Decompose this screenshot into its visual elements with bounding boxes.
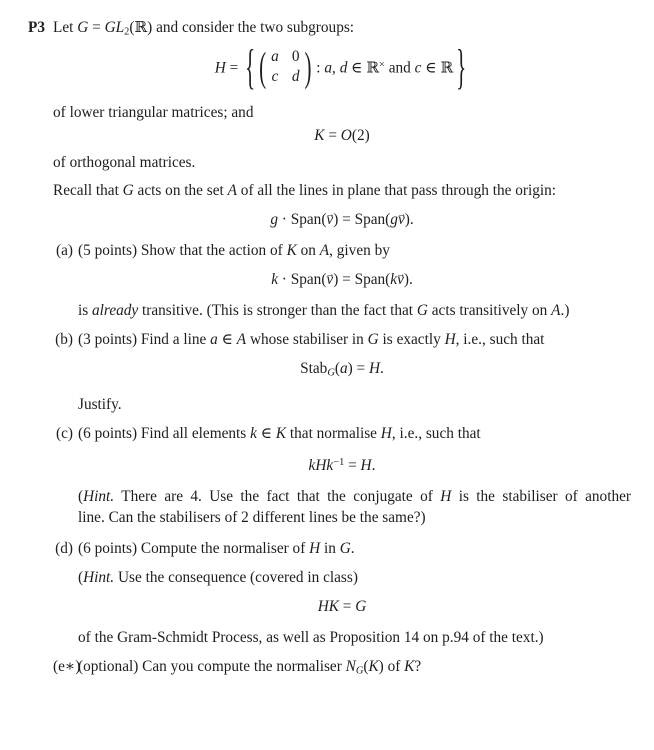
item-text — [78, 425, 481, 442]
matrix-entry: c — [271, 68, 279, 86]
italic-run: N — [345, 657, 356, 675]
italic-run: g — [390, 211, 398, 229]
text-run: ). — [403, 271, 413, 289]
text-run: ( — [78, 487, 84, 505]
italic-run: K — [404, 657, 415, 675]
italic-run: G — [416, 302, 428, 320]
text-run: ( — [363, 657, 369, 675]
text-run: Let — [53, 19, 78, 36]
paragraph-line — [78, 486, 631, 507]
list-item-b — [53, 329, 631, 350]
text-run: . — [350, 539, 355, 557]
text-run: ∈ — [256, 424, 276, 442]
equation-k-span — [53, 269, 631, 290]
big-brace: } — [456, 39, 467, 95]
text-run: · Span( — [277, 211, 327, 229]
italic-run: H — [309, 539, 321, 557]
italic-run: H — [444, 331, 456, 349]
gram-schmidt-note — [53, 627, 631, 648]
text-run: is the stabiliser of another — [451, 487, 631, 505]
italic-run: GL — [104, 19, 125, 36]
equation-conjugation — [53, 452, 631, 476]
big-brace: { — [245, 39, 256, 95]
italic-run: G — [122, 182, 134, 200]
text-run: ∈ — [421, 59, 441, 77]
superscript-run: −1 — [333, 456, 345, 468]
text-run: (6 points) Find all elements — [78, 424, 251, 442]
text-run: ) of — [378, 657, 405, 675]
text-run: Use the consequence (covered in class) — [114, 568, 358, 586]
italic-run: H — [360, 456, 372, 474]
recall-paragraph — [53, 180, 631, 201]
text-run: ( — [129, 19, 135, 36]
subscript-run: 2 — [124, 26, 130, 38]
matrix-entry: a — [271, 48, 279, 66]
text-run: (optional) Can you compute the normaliser — [78, 657, 346, 675]
italic-run: A — [227, 182, 237, 200]
superscript-run: × — [379, 59, 385, 71]
matrix-2x2 — [267, 48, 303, 86]
text-run: in — [320, 539, 340, 557]
italic-run: A — [319, 242, 330, 260]
italic-run: H — [317, 597, 329, 615]
italic-run: A — [551, 302, 561, 320]
text-run: is exactly — [378, 331, 445, 349]
problem-label: P3 — [28, 19, 45, 36]
italic-run: already — [92, 302, 139, 320]
text-run: ) = Span( — [333, 211, 391, 229]
text-run: = — [88, 19, 105, 36]
italic-run: G — [355, 597, 367, 615]
text-run: of lower triangular matrices; and — [53, 104, 254, 122]
paragraph-line — [78, 507, 631, 528]
matrix-entry: 0 — [291, 48, 300, 66]
item-text — [78, 540, 355, 557]
item-text — [78, 658, 421, 675]
text-run: transitive. (This is stronger than the fact that — [138, 302, 417, 320]
matrix-entry: d — [291, 68, 300, 86]
text-run: that normalise — [286, 424, 381, 442]
orthogonal-note — [53, 152, 631, 173]
blackboard-run: ℝ — [440, 58, 454, 77]
text-run: ) = Span( — [333, 271, 391, 289]
equation-g-span — [53, 209, 631, 230]
text-run: · Span( — [277, 271, 327, 289]
item-label: (b) — [55, 331, 73, 349]
text-run: on — [296, 242, 320, 260]
item-label: (a) — [56, 242, 73, 260]
text-run: line. Can the stabilisers of 2 different lines be the same?) — [78, 508, 426, 526]
subscript-run: G — [355, 665, 364, 677]
hint-c — [53, 486, 631, 528]
italic-run: k — [326, 456, 334, 474]
list-item-e — [53, 656, 631, 681]
italic-run: K — [275, 424, 287, 442]
text-run: , i.e., such that — [455, 331, 545, 349]
italic-run: Hint. — [83, 487, 115, 505]
vector-run: v → — [326, 269, 333, 290]
text-run: : — [312, 59, 325, 77]
text-run: ( — [78, 568, 84, 586]
italic-run: K — [368, 657, 379, 675]
italic-run: H — [315, 456, 327, 474]
italic-run: G — [77, 19, 89, 36]
blackboard-run: ℝ — [366, 58, 380, 77]
list-item-a — [53, 240, 631, 261]
italic-run: k — [271, 271, 278, 289]
text-run: Stab — [300, 360, 328, 378]
text-run: There are 4. Use the fact that the conjugate of — [114, 487, 441, 505]
italic-run: c — [414, 59, 422, 77]
italic-run: k — [250, 424, 257, 442]
text-run: whose stabiliser in — [246, 331, 368, 349]
text-run: Justify. — [78, 395, 122, 413]
item-a-continuation — [53, 300, 631, 321]
italic-run: a — [210, 331, 218, 349]
text-run: (6 points) Compute the normaliser of — [78, 539, 310, 557]
italic-run: H — [368, 360, 381, 378]
vector-run: v → — [398, 209, 405, 230]
text-run: of all the lines in plane that pass through the origin: — [236, 182, 557, 200]
italic-run: k — [390, 271, 398, 289]
item-label: (d) — [55, 539, 73, 557]
italic-run: g — [270, 211, 278, 229]
italic-run: k — [308, 456, 316, 474]
vector-run: v → — [326, 209, 333, 230]
text-run: .) — [560, 302, 570, 320]
text-run: . — [380, 360, 384, 378]
text-run: ? — [414, 657, 422, 675]
italic-run: K — [314, 127, 325, 145]
list-item-c — [53, 423, 631, 444]
italic-run: G — [339, 539, 351, 557]
item-label: (e∗) — [53, 657, 81, 675]
text-run: = — [338, 597, 356, 615]
italic-run: Hint. — [83, 568, 115, 586]
item-text — [78, 331, 544, 348]
text-run: is — [78, 302, 93, 320]
text-run: of orthogonal matrices. — [53, 154, 196, 172]
italic-run: K — [286, 242, 297, 260]
text-run: (3 points) Find a line — [78, 331, 211, 349]
equation-H-definition — [53, 39, 631, 95]
italic-run: G — [367, 331, 379, 349]
text-run: = — [324, 127, 341, 145]
equation-HK — [53, 596, 631, 617]
italic-run: A — [236, 331, 247, 349]
item-text — [78, 242, 390, 259]
italic-run: a — [324, 59, 333, 77]
text-run: acts transitively on — [427, 302, 552, 320]
text-run: = — [225, 59, 243, 77]
text-run: (2) — [351, 127, 370, 145]
text-run: . — [371, 456, 376, 474]
italic-run: O — [340, 127, 352, 145]
italic-run: a — [339, 360, 348, 378]
text-run: ( — [334, 360, 340, 378]
text-run: acts on the set — [133, 182, 228, 200]
item-label: (c) — [56, 424, 73, 442]
italic-run: K — [328, 597, 339, 615]
subscript-run: G — [327, 367, 335, 379]
big-paren: ( — [259, 43, 267, 91]
equation-stabiliser — [53, 358, 631, 383]
vector-run: v → — [397, 269, 404, 290]
text-run: of the Gram-Schmidt Process, as well as Proposition 14 on p.94 of the text.) — [78, 628, 544, 646]
text-run: ). — [404, 211, 414, 229]
hint-d — [53, 567, 631, 588]
italic-run: H — [214, 59, 226, 77]
text-run: ) = — [347, 360, 369, 378]
list-item-d — [53, 538, 631, 559]
text-run: ∈ — [217, 331, 237, 349]
italic-run: H — [440, 487, 452, 505]
text-run: , — [332, 59, 340, 77]
text-run: , given by — [329, 242, 390, 260]
text-run: and — [384, 59, 415, 77]
justify-note — [53, 394, 631, 415]
italic-run: d — [339, 59, 348, 77]
text-run: Recall that — [53, 182, 123, 200]
blackboard-run: ℝ — [134, 18, 148, 36]
equation-K-definition — [53, 125, 631, 146]
text-run: , i.e., such that — [391, 424, 481, 442]
text-run: ) and consider the two subgroups: — [147, 19, 355, 36]
italic-run: H — [380, 424, 392, 442]
lower-triangular-note — [53, 102, 631, 123]
text-run: ∈ — [347, 59, 367, 77]
text-run: (5 points) Show that the action of — [78, 242, 287, 260]
big-paren: ) — [304, 43, 312, 91]
intro-paragraph — [53, 17, 631, 42]
text-run: = — [344, 456, 361, 474]
